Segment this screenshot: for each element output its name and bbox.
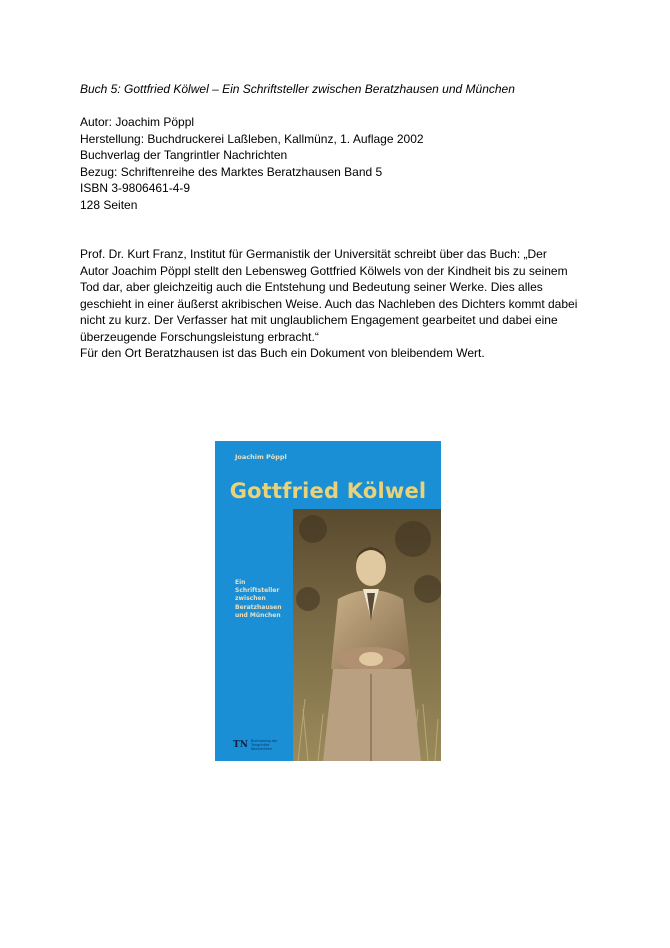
review-line: überzeugende Forschungsleistung erbracht.“ (80, 329, 319, 344)
publisher-logo-icon: TN (233, 739, 248, 750)
cover-subtitle: Ein Schriftsteller zwischen Beratzhausen und München (235, 579, 282, 619)
review-line: Prof. Dr. Kurt Franz, Institut für Germanistik der Universität schreibt über das Buch: „Der (80, 247, 547, 261)
cover-title: Gottfried Kölwel (229, 479, 427, 503)
cover-publisher (233, 739, 293, 751)
book-cover-image (215, 441, 441, 761)
author-portrait-photo (293, 509, 441, 761)
book-title: Buch 5: Gottfried Kölwel – Ein Schriftsteller zwischen Beratzhausen und München (80, 82, 515, 96)
review-line: Autor Joachim Pöppl stellt den Lebensweg Gottfried Kölwels von der Kindheit bis zu seinem (80, 263, 568, 278)
detail-pages: 128 Seiten (80, 197, 138, 212)
detail-author: Autor: Joachim Pöppl (80, 115, 195, 129)
detail-source: Bezug: Schriftenreihe des Marktes Beratzhausen Band 5 (80, 164, 383, 179)
review-line: Für den Ort Beratzhausen ist das Buch ein Dokument von bleibendem Wert. (80, 346, 485, 360)
detail-isbn: ISBN 3-9806461-4-9 (80, 181, 191, 195)
review-paragraph (80, 246, 600, 362)
detail-publisher: Buchverlag der Tangrintler Nachrichten (80, 148, 288, 162)
book-details (80, 114, 600, 213)
cover-author: Joachim Pöppl (235, 453, 287, 461)
review-line: Tod dar, aber gleichzeitig auch die Entstehung und Bedeutung seiner Werke. Dies alles (80, 280, 543, 294)
detail-production: Herstellung: Buchdruckerei Laßleben, Kallmünz, 1. Auflage 2002 (80, 131, 424, 146)
review-line: nicht zu kurz. Der Verfasser hat mit unglaublichem Engagement gearbeitet und dabei eine (80, 313, 558, 327)
review-line: geschieht in einer äußerst akribischen Weise. Auch das Nachleben des Dichters kommt dabei (80, 296, 578, 311)
publisher-name: Buchverlag der Tangrintler Nachrichten (250, 739, 278, 751)
